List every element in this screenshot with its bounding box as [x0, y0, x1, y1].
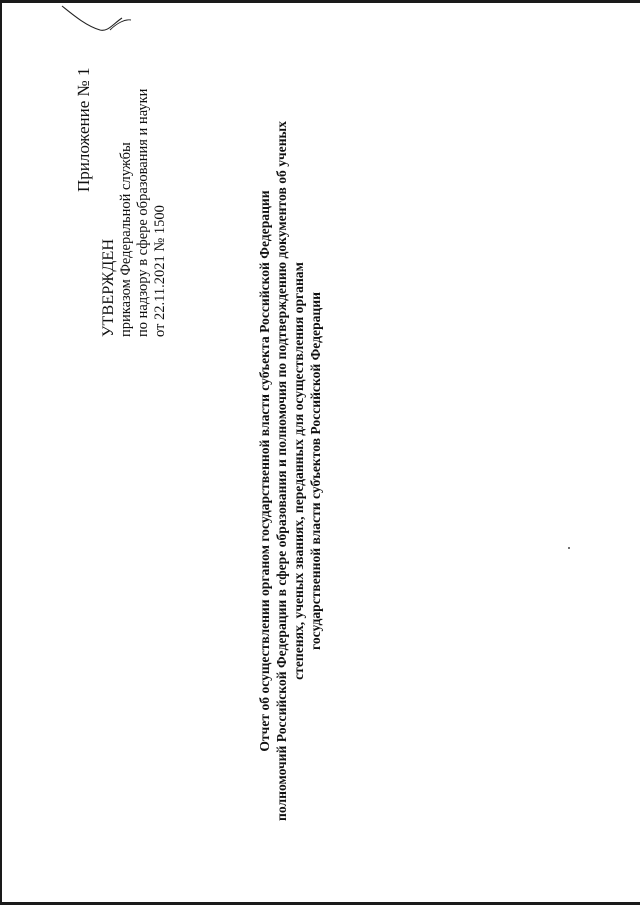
report-title-line-2: полномочий Российской Федерации в сфере образования и полномочия по подтверждению документов об ученых [274, 121, 289, 821]
report-title [256, 91, 324, 851]
approval-line-2: по надзору в сфере образования и науки [135, 88, 151, 337]
approval-line-1: приказом Федеральной службы [118, 142, 134, 337]
approval-block [100, 89, 169, 337]
appendix-label: Приложение № 1 [74, 67, 93, 192]
approval-heading: УТВЕРЖДЕН [100, 238, 117, 337]
report-title-line-3: степенях, ученых званиях, переданных для осуществления органам [291, 262, 306, 680]
report-title-line-1: Отчет об осуществлении органом государственной власти субъекта Российской Федерации [257, 190, 272, 752]
approval-line-3: от 22.11.2021 № 1500 [152, 205, 168, 337]
report-title-line-4: государственной власти субъектов Российской Федерации [308, 292, 323, 650]
